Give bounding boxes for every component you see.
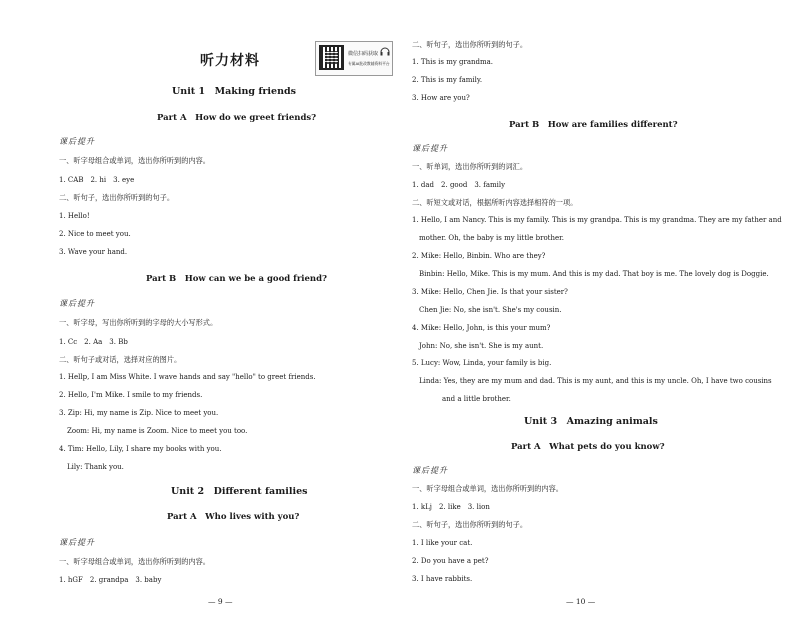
unit1-partB-title: Part B How can we be a good friend? bbox=[146, 274, 328, 284]
unit1-partA-title: Part A How do we greet friends? bbox=[157, 113, 317, 123]
section-label: 课后提升 bbox=[59, 137, 95, 146]
answer-line: Linda: Yes, they are my mum and dad. This is my aunt, and this is my uncle. Oh, I have two cousins bbox=[419, 377, 772, 385]
answer-line: 4. Mike: Hello, John, is this your mum? bbox=[412, 324, 551, 332]
qr-code-panel[interactable] bbox=[315, 41, 393, 76]
qr-subcaption: 专属AI批改教辅资料平台 bbox=[348, 61, 390, 66]
unit1-title: Unit 1 Making friends bbox=[172, 86, 296, 97]
qr-code-icon[interactable] bbox=[319, 45, 344, 70]
qr-caption: 微信扫码获取 bbox=[348, 51, 379, 57]
answer-line: 1. Hello! bbox=[59, 212, 90, 220]
instruction: 一、听字母组合或单词，选出你所听到的内容。 bbox=[412, 484, 563, 493]
answer-line: 1. CAB 2. hi 3. eye bbox=[59, 176, 135, 184]
unit2-partB-title: Part B How are families different? bbox=[509, 120, 678, 130]
headphones-icon bbox=[380, 45, 390, 57]
instruction: 二、听短文或对话，根据所听内容选择相符的一项。 bbox=[412, 198, 578, 207]
instruction: 二、听句子，选出你所听到的句子。 bbox=[412, 520, 528, 529]
answer-line: 1. Hello, I am Nancy. This is my family. This is my grandpa. This is my grandma. They are my father and bbox=[412, 216, 782, 224]
answer-line: mother. Oh, the baby is my little brother. bbox=[419, 234, 564, 242]
answer-line: 3. Mike: Hello, Chen Jie. Is that your sister? bbox=[412, 288, 568, 296]
unit3-title: Unit 3 Amazing animals bbox=[524, 416, 658, 427]
answer-line: 1. I like your cat. bbox=[412, 539, 473, 547]
answer-line: 1. kLj 2. like 3. lion bbox=[412, 503, 490, 511]
answer-line: 1. Cc 2. Aa 3. Bb bbox=[59, 338, 128, 346]
unit3-partA-title: Part A What pets do you know? bbox=[511, 442, 665, 452]
instruction: 二、听句子，选出你所听到的句子。 bbox=[412, 40, 528, 49]
answer-line: John: No, she isn't. She is my aunt. bbox=[419, 342, 544, 350]
unit2-partA-title: Part A Who lives with you? bbox=[167, 512, 300, 522]
answer-line: 3. I have rabbits. bbox=[412, 575, 473, 583]
right-page bbox=[400, 0, 800, 619]
section-label: 课后提升 bbox=[59, 299, 95, 308]
answer-line: 2. Hello, I'm Mike. I smile to my friends. bbox=[59, 391, 203, 399]
instruction: 一、听字母组合或单词，选出你所听到的内容。 bbox=[59, 156, 210, 165]
section-label: 课后提升 bbox=[412, 466, 448, 475]
answer-line: Binbin: Hello, Mike. This is my mum. And this is my dad. That boy is me. The lovely dog is Doggie. bbox=[419, 270, 769, 278]
instruction: 二、听句子，选出你所听到的句子。 bbox=[59, 193, 175, 202]
answer-line: 1. Hellp, I am Miss White. I wave hands and say "hello" to greet friends. bbox=[59, 373, 316, 381]
answer-line: 1. dad 2. good 3. family bbox=[412, 181, 506, 189]
answer-line: and a little brother. bbox=[442, 395, 511, 403]
instruction: 一、听单词，选出你所听到的词汇。 bbox=[412, 162, 528, 171]
answer-line: 1. hGF 2. grandpa 3. baby bbox=[59, 576, 162, 584]
unit2-title: Unit 2 Different families bbox=[171, 486, 308, 497]
section-label: 课后提升 bbox=[412, 144, 448, 153]
instruction: 一、听字母，写出你所听到的字母的大小写形式。 bbox=[59, 318, 218, 327]
answer-line: 2. This is my family. bbox=[412, 76, 483, 84]
answer-line: 3. Wave your hand. bbox=[59, 248, 128, 256]
section-label: 课后提升 bbox=[59, 538, 95, 547]
page-number: — 9 — bbox=[208, 597, 233, 606]
answer-line: 2. Nice to meet you. bbox=[59, 230, 131, 238]
answer-line: Lily: Thank you. bbox=[67, 463, 124, 471]
answer-line: Chen Jie: No, she isn't. She's my cousin. bbox=[419, 306, 562, 314]
answer-line: 1. This is my grandma. bbox=[412, 58, 494, 66]
answer-line: 2. Do you have a pet? bbox=[412, 557, 489, 565]
answer-line: 5. Lucy: Wow, Linda, your family is big. bbox=[412, 359, 552, 367]
answer-line: 2. Mike: Hello, Binbin. Who are they? bbox=[412, 252, 546, 260]
answer-line: 3. Zip: Hi, my name is Zip. Nice to meet you. bbox=[59, 409, 219, 417]
instruction: 一、听字母组合或单词，选出你所听到的内容。 bbox=[59, 557, 210, 566]
page-title: 听力材料 bbox=[200, 53, 260, 69]
page-number: — 10 — bbox=[566, 597, 596, 606]
answer-line: Zoom: Hi, my name is Zoom. Nice to meet you too. bbox=[67, 427, 248, 435]
instruction: 二、听句子或对话，选择对应的图片。 bbox=[59, 355, 182, 364]
answer-line: 4. Tim: Hello, Lily, I share my books with you. bbox=[59, 445, 222, 453]
answer-line: 3. How are you? bbox=[412, 94, 470, 102]
